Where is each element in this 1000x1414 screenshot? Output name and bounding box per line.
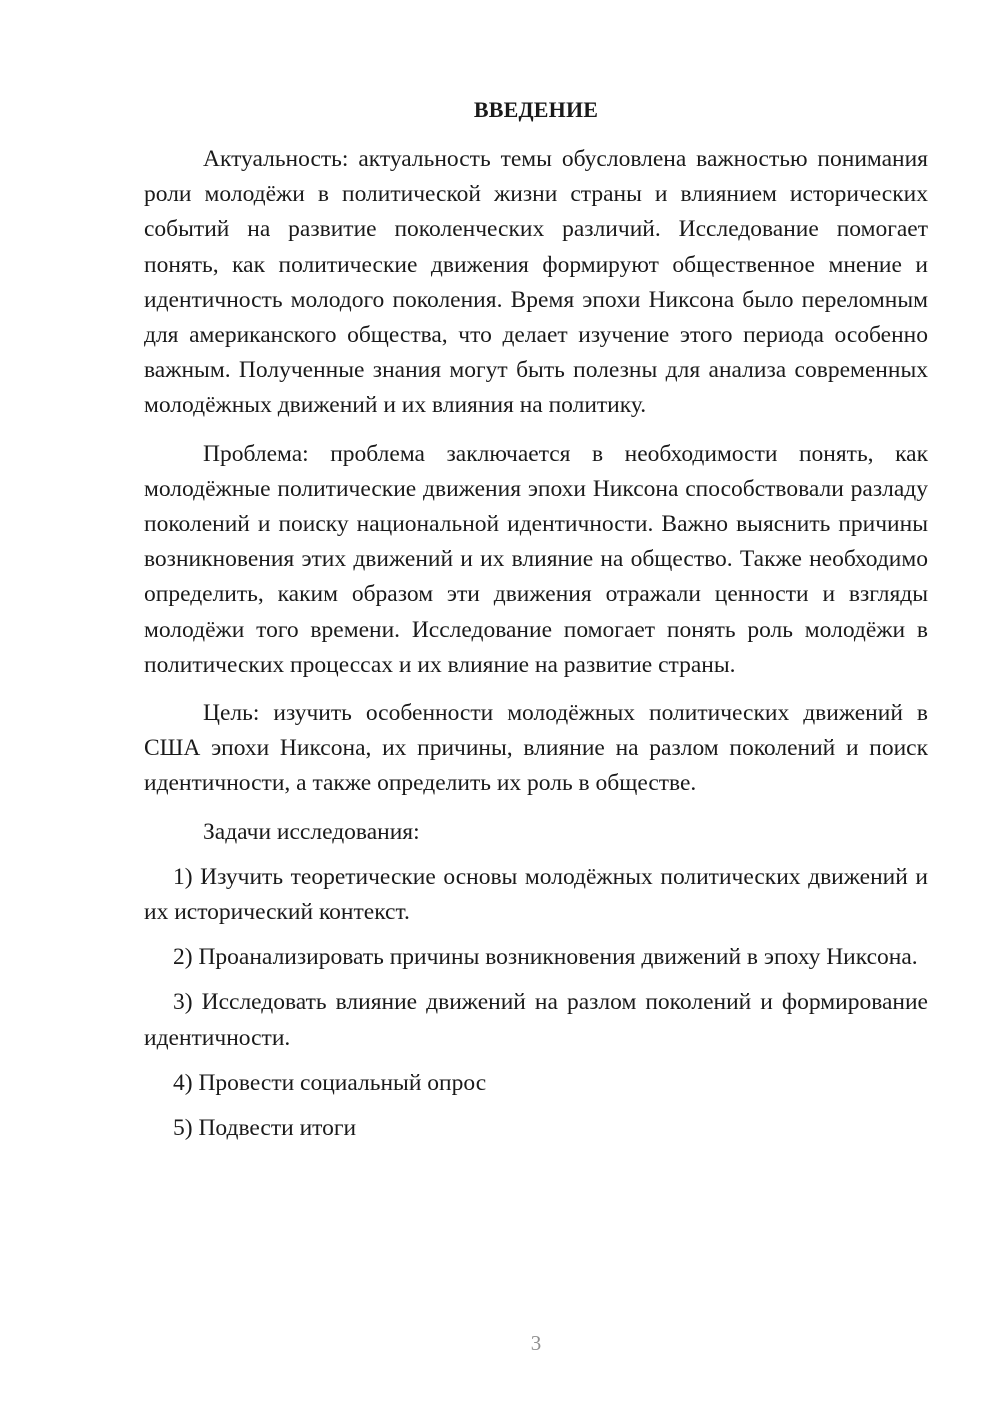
task-item: 4) Провести социальный опрос [173, 1069, 487, 1096]
page-title: ВВЕДЕНИЕ [473, 97, 599, 122]
task-item: 1) Изучить теоретические основы молодёжных политических движений и их исторический контекст. [144, 863, 928, 926]
tasks-list [144, 860, 928, 1146]
relevance-paragraph: Актуальность: актуальность темы обусловлена важностью понимания роли молодёжи в политической жизни страны и влиянием исторических событий на развитие поколенческих различий. Исследование помогает понять, как политические движения формируют общественное мнение и идентичность молодого поколения. Время эпохи Никсона было переломным для американского общества, что делает изучение этого периода особенно важным. Полученные знания могут быть полезны для анализа современных молодёжных движений и их влияния на политику. [144, 146, 928, 419]
tasks-heading: Задачи исследования: [203, 818, 420, 845]
problem-paragraph: Проблема: проблема заключается в необходимости понять, как молодёжные политические движения эпохи Никсона способствовали разладу поколений и поиску национальной идентичности. Важно выяснить причины возникновения этих движений и их влияние на общество. Также необходимо определить, каким образом эти движения отражали ценности и взгляды молодёжи того времени. Исследование помогает понять роль молодёжи в политических процессах и их влияние на развитие страны. [144, 440, 928, 678]
task-item: 3) Исследовать влияние движений на разлом поколений и формирование идентичности. [144, 989, 928, 1051]
goal-paragraph: Цель: изучить особенности молодёжных политических движений в США эпохи Никсона, их причины, влияние на разлом поколений и поиск идентичности, а также определить их роль в обществе. [144, 700, 928, 797]
document-body [144, 142, 928, 1146]
task-item: 5) Подвести итоги [173, 1115, 357, 1142]
page-number: 3 [530, 1331, 542, 1355]
task-item: 2) Проанализировать причины возникновения движений в эпоху Никсона. [173, 944, 918, 971]
